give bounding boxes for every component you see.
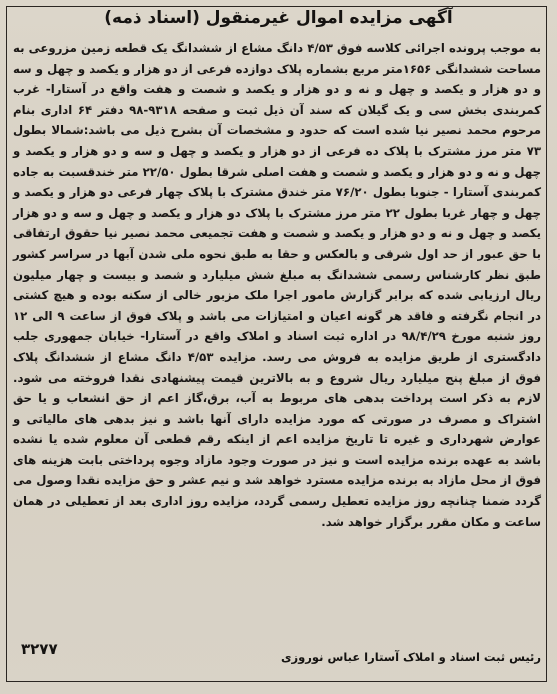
notice-title: آگهی مزایده اموال غیرمنقول (اسناد ذمه) <box>104 8 453 28</box>
notice-body-text: به موجب پرونده اجرائی کلاسه فوق ۴/۵۳ دانگ مشاع از ششدانگ یک قطعه زمین مزروعی به مساحت ششدانگی ۱۶۵۶متر مربع بشماره پلاک دوازده فرعی از دو هزار و یکصد و چهل و سه و دو هزار و یکصد و چهل و نه و دو هزار و یکصد و شصت و هفت واقع در آستارا- غرب کمربندی بخش سی و یک گیلان که سند آن ذیل ثبت و صفحه ۹۳۱۸-۹۸ دفتر ۶۴ اداری بنام مرحوم محمد نصیر نیا شده است که حدود و مشخصات آن بشرح ذیل می باشد:شمالا بطول ۷۳ متر مرز مشترک با پلاک ده فرعی از دو هزار و یکصد و چهل و سه و دو هزار و یکصد و چهل و نه و دو هزار و یکصد و شصت و هفت اصلی شرقا بطول ۲۲/۵۰ متر خندقسبت به جاده کمربندی آستارا - جنوبا بطول ۷۶/۲۰ متر خندق مشترک با پلاک چهار فرعی دو هزار و یکصد و چهل و چهار غربا بطول ۲۲ متر مرز مشترک با پلاک دو هزار و یکصد و چهل و سه و دو هزار یکصد و چهل و نه و دو هزار و یکصد و شصت و هفت تجمیعی محمد نصیر نیا حقوق ارتفاقی با حق عبور از حد اول شرقی و بالعکس و حقا به طبق نحوه ملی شدن آبها در سراسر کشور طبق نظر کارشناس رسمی ششدانگ به مبلغ شش میلیارد و شصد و بیست و چهار میلیون ریال ارزیابی شده که برابر گزارش مامور اجرا ملک مزبور خالی از سکنه بوده و هیچ کشتی در انجام نگرفته و فاقد هر گونه اعیان و امتیازات می باشد و پلاک فوق از ساعت ۹ الی ۱۲ روز شنبه مورخ ۹۸/۴/۲۹ در اداره ثبت اسناد و املاک واقع در آستارا- خیابان جمهوری جلب دادگستری از طریق مزایده به فروش می رسد. مزایده ۴/۵۳ دانگ مشاع از ششدانگ پلاک فوق از مبلغ پنج میلیارد ریال شروع و به بالاترین قیمت پیشنهادی نقدا فروخته می شود. لازم به ذکر است پرداخت بدهی های مربوط به آب، برق،گاز اعم از حق انشعاب و یا حق اشتراک و مصرف در صورتی که مورد مزایده دارای آنها باشد و نیز بدهی های مالیاتی و عوارض شهرداری و غیره تا تاریخ مزایده اعم از اینکه رقم قطعی آن معلوم شده یا نشده باشد به عهده برنده مزایده است و نیز در صورت وجود مازاد وجوه پرداختی بابت هزینه های فوق از محل مازاد به برنده مزایده مسترد خواهد شد و نیم عشر و حق مزایده نقدا وصول می گردد ضمنا چنانچه روز مزایده تعطیل رسمی گردد، مزایده روز اداری بعد از تعطیلی در همان ساعت و مکان مقرر برگزار خواهد شد. <box>13 41 542 529</box>
notice-body <box>13 38 541 532</box>
notice-code: ۳۲۷۷ <box>21 640 58 658</box>
notice-footer <box>13 640 541 672</box>
notice-signature: رئیس ثبت اسناد و املاک آستارا عباس نوروزی <box>280 650 541 664</box>
